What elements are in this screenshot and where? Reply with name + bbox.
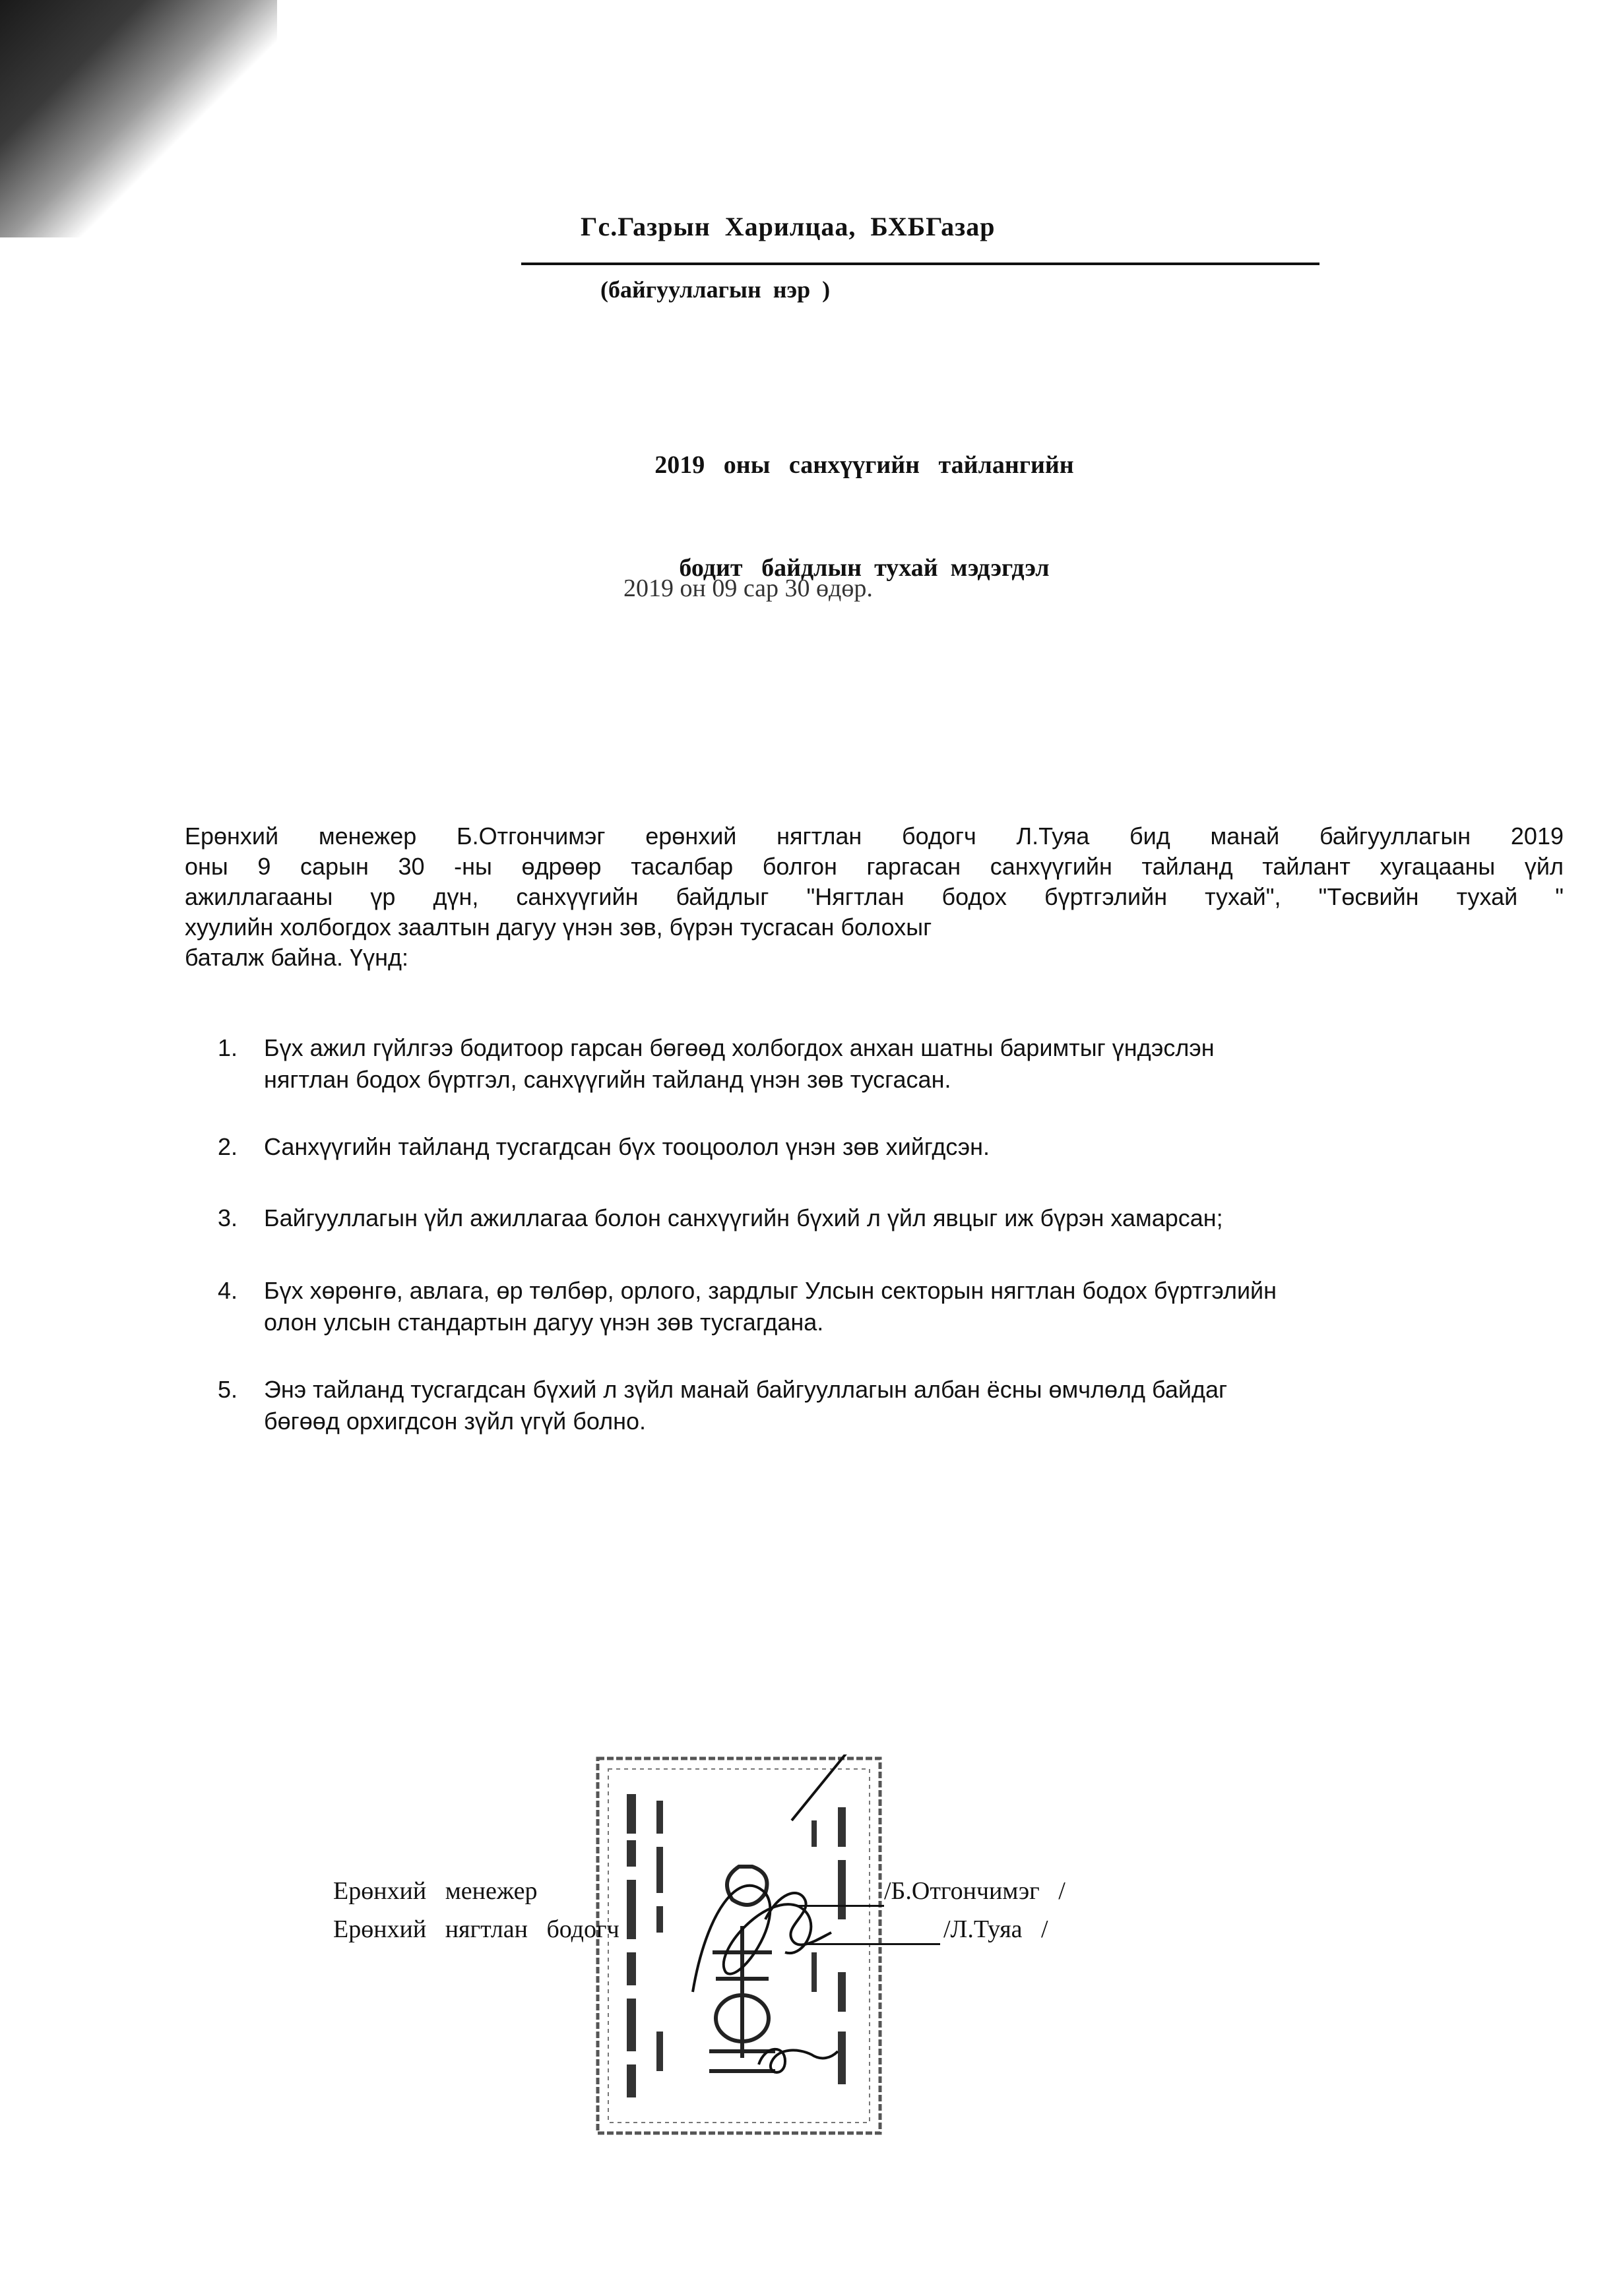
intro-line: оны 9 сарын 30 -ны өдрөөр тасалбар болгон гаргасан санхүүгийн тайланд тайлант хугацааны үйл — [185, 853, 1564, 880]
intro-line: Ерөнхий менежер Б.Отгончимэг ерөнхий нягтлан бодогч Л.Туяа бид манай байгууллагын 2019 — [185, 822, 1564, 850]
scan-edge-shadow — [0, 0, 277, 237]
accountant-title: Ерөнхий нягтлан бодогч — [333, 1915, 620, 1943]
list-item-text: олон улсын стандартын дагуу үнэн зөв тусгагдана. — [264, 1309, 824, 1336]
list-item-number: 2. — [218, 1133, 238, 1160]
official-stamp — [594, 1754, 884, 2137]
list-item-text: Санхүүгийн тайланд тусгагдсан бүх тооцоолол үнэн зөв хийгдсэн. — [264, 1133, 990, 1160]
manager-title: Ерөнхий менежер — [333, 1877, 538, 1905]
accountant-name: /Л.Туяа / — [943, 1915, 1048, 1943]
list-item-text: Бүх хөрөнгө, авлага, өр төлбөр, орлого, зардлыг Улсын секторын нягтлан бодох бүртгэлийн — [264, 1277, 1277, 1304]
list-item-text: бөгөөд орхигдсон зүйл үгүй болно. — [264, 1408, 647, 1435]
intro-line: баталж байна. Үүнд: — [185, 944, 408, 971]
title-line-1: 2019 оны санхүүгийн тайлангийн — [654, 451, 1074, 479]
list-item-number: 1. — [218, 1034, 238, 1061]
organization-name: Гс.Газрын Харилцаа, БХБГазар — [581, 212, 996, 241]
list-item-text: Бүх ажил гүйлгээ бодитоор гарсан бөгөөд холбогдох анхан шатны баримтыг үндэслэн — [264, 1034, 1215, 1061]
list-item-number: 5. — [218, 1376, 238, 1403]
list-item-number: 3. — [218, 1204, 238, 1231]
list-item-text: Байгууллагын үйл ажиллагаа болон санхүүгийн бүхий л үйл явцыг иж бүрэн хамарсан; — [264, 1204, 1223, 1231]
organization-underline — [521, 263, 1319, 265]
intro-paragraph — [185, 821, 1564, 973]
list-item-number: 4. — [218, 1277, 238, 1304]
manager-name: /Б.Отгончимэг / — [884, 1877, 1065, 1905]
organization-caption: (байгууллагын нэр ) — [600, 276, 831, 303]
intro-line: хуулийн холбогдох заалтын дагуу үнэн зөв, бүрэн тусгасан болохыг — [185, 914, 932, 941]
intro-line: ажиллагааны үр дүн, санхүүгийн байдлыг "Нягтлан бодох бүртгэлийн тухай", "Төсвийн тухай " — [185, 883, 1564, 910]
document-date: 2019 он 09 сар 30 өдөр. — [623, 574, 873, 602]
list-item-text: нягтлан бодох бүртгэл, санхүүгийн тайланд үнэн зөв тусгасан. — [264, 1066, 951, 1093]
manager-signature-line — [798, 1905, 884, 1907]
list-item-text: Энэ тайланд тусгагдсан бүхий л зүйл манай байгууллагын албан ёсны өмчлөлд байдаг — [264, 1376, 1228, 1403]
title-line-2: бодит байдлын тухай мэдэгдэл — [679, 554, 1050, 582]
accountant-signature-line — [805, 1943, 940, 1945]
